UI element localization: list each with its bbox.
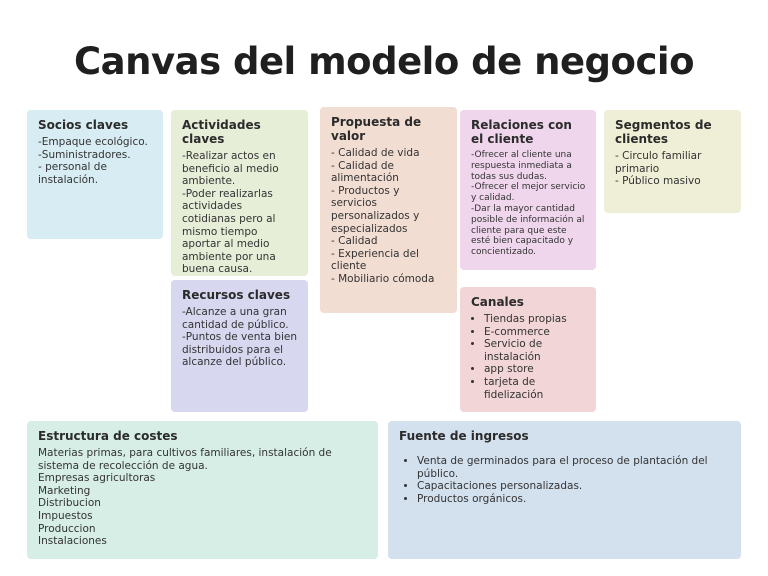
list-item: • Venta de germinados para el proceso de plantación del público. [417, 455, 731, 480]
card-line: -Ofrecer al cliente una respuesta inmediata a todas sus dudas. [471, 150, 572, 182]
card-socios-claves [27, 110, 163, 239]
card-line: -Suministradores. [38, 148, 131, 161]
card-line: - Experiencia del cliente [331, 247, 419, 273]
card-heading: Fuente de ingresos [399, 429, 529, 443]
list-item: • E-commerce [484, 326, 586, 339]
card-line: Instalaciones [38, 535, 107, 548]
list-item: • app store [484, 363, 586, 376]
card-line: -Dar la mayor cantidad posible de información al cliente para que este esté bien capacitado y concientizado. [471, 203, 585, 258]
card-fuente-de-ingresos [388, 421, 741, 559]
card-heading: Segmentos de clientes [615, 118, 712, 146]
card-line: Distribucion [38, 497, 101, 510]
card-line: - Público masivo [615, 175, 701, 188]
card-relaciones-con-el-cliente [460, 110, 596, 270]
card-line: - Calidad de alimentación [331, 159, 399, 185]
card-heading: Estructura de costes [38, 429, 178, 443]
card-heading: Canales [471, 295, 524, 309]
card-recursos-claves [171, 280, 308, 412]
card-line: -Poder realizarlas actividades cotidianas pero al mismo tiempo aportar al medio ambiente por una buena causa. [182, 187, 276, 276]
card-heading: Relaciones con el cliente [471, 118, 572, 146]
card-actividades-claves [171, 110, 308, 276]
card-segmentos-de-clientes [604, 110, 741, 213]
bullet-list [471, 313, 586, 401]
list-item: • Servicio de instalación [484, 338, 586, 363]
card-line: -Realizar actos en beneficio al medio ambiente. [182, 150, 279, 188]
card-line: - Mobiliario cómoda [331, 272, 435, 285]
card-line: - Calidad [331, 235, 378, 248]
card-line: - personal de instalación. [38, 161, 107, 186]
card-estructura-de-costes [27, 421, 378, 559]
card-line: Marketing [38, 484, 91, 497]
list-item: • Productos orgánicos. [417, 493, 731, 506]
card-heading: Actividades claves [182, 118, 261, 146]
page-title: Canvas del modelo de negocio [74, 40, 694, 83]
card-heading: Propuesta de valor [331, 115, 422, 143]
bullet-list [399, 455, 731, 505]
list-item: • tarjeta de fidelización [484, 376, 586, 401]
card-line: - Circulo familiar primario [615, 150, 702, 175]
card-heading: Recursos claves [182, 288, 291, 302]
list-item: • Tiendas propias [484, 313, 586, 326]
card-line: -Empaque ecológico. [38, 136, 148, 148]
card-line: Empresas agricultoras [38, 472, 156, 485]
card-propuesta-de-valor [320, 107, 457, 313]
card-heading: Socios claves [38, 118, 129, 132]
card-line: -Alcanze a una gran cantidad de público. [182, 306, 289, 331]
list-item: • Capacitaciones personalizadas. [417, 480, 731, 493]
card-line: Impuestos [38, 509, 93, 522]
card-line: Materias primas, para cultivos familiares, instalación de sistema de recolección de agua. [38, 447, 332, 472]
card-line: -Puntos de venta bien distribuidos para el alcanze del público. [182, 331, 297, 369]
card-line: Produccion [38, 522, 96, 535]
card-line: - Productos y servicios personalizados y especializados [331, 184, 420, 235]
card-line: - Calidad de vida [331, 147, 420, 159]
card-line: -Ofrecer el mejor servicio y calidad. [471, 182, 586, 204]
card-canales [460, 287, 596, 412]
